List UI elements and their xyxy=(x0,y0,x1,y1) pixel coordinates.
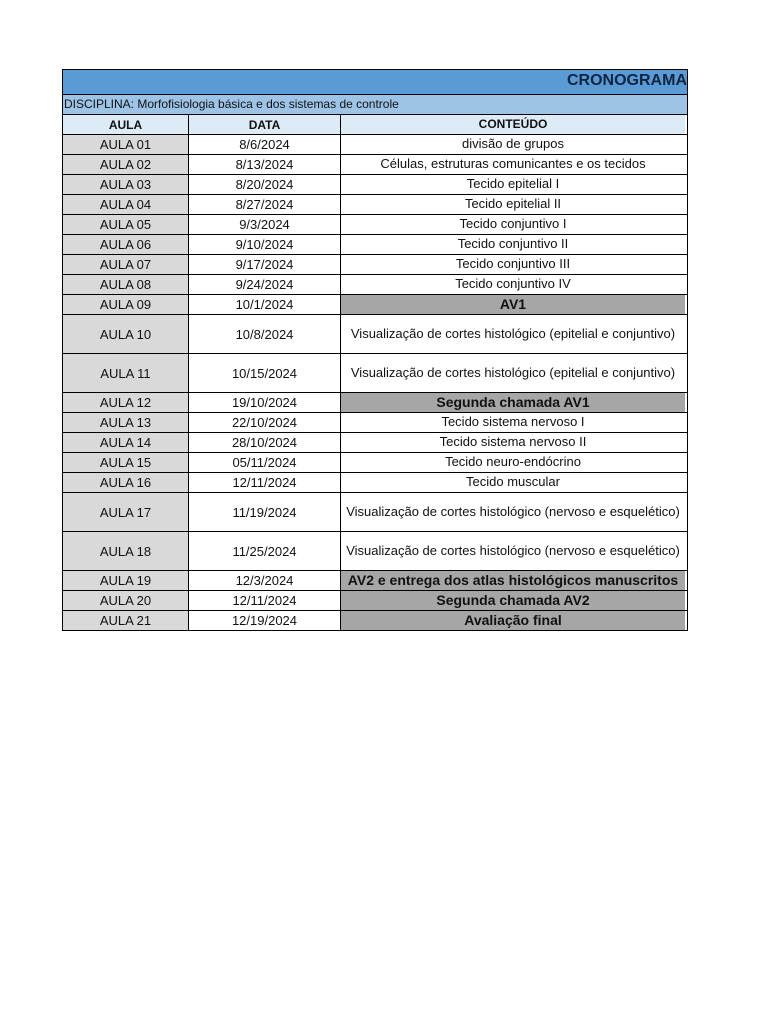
conteudo-cell: Tecido conjuntivo II xyxy=(341,235,685,254)
page-title: CRONOGRAMA xyxy=(567,72,687,89)
data-cell: 8/27/2024 xyxy=(189,195,341,214)
table-row xyxy=(63,215,687,235)
data-cell: 05/11/2024 xyxy=(189,453,341,472)
conteudo-cell: AV2 e entrega dos atlas histológicos manuscritos xyxy=(341,571,685,590)
data-cell: 10/8/2024 xyxy=(189,315,341,353)
table-row xyxy=(63,354,687,393)
conteudo-cell: Segunda chamada AV2 xyxy=(341,591,685,610)
aula-cell: AULA 10 xyxy=(63,315,189,353)
conteudo-cell: Tecido sistema nervoso II xyxy=(341,433,685,452)
data-cell: 9/24/2024 xyxy=(189,275,341,294)
aula-cell: AULA 03 xyxy=(63,175,189,194)
data-cell: 19/10/2024 xyxy=(189,393,341,412)
conteudo-cell: AV1 xyxy=(341,295,685,314)
table-row xyxy=(63,473,687,493)
table-row xyxy=(63,433,687,453)
data-cell: 22/10/2024 xyxy=(189,413,341,432)
conteudo-cell: Tecido conjuntivo I xyxy=(341,215,685,234)
table-row xyxy=(63,393,687,413)
conteudo-cell: Visualização de cortes histológico (epitelial e conjuntivo) xyxy=(341,354,685,392)
aula-cell: AULA 14 xyxy=(63,433,189,452)
aula-cell: AULA 20 xyxy=(63,591,189,610)
aula-cell: AULA 11 xyxy=(63,354,189,392)
data-cell: 8/20/2024 xyxy=(189,175,341,194)
header-data: DATA xyxy=(189,115,341,134)
conteudo-cell: divisão de grupos xyxy=(341,135,685,154)
header-conteudo: CONTEÚDO xyxy=(341,115,685,134)
data-cell: 10/15/2024 xyxy=(189,354,341,392)
table-row xyxy=(63,611,687,631)
conteudo-cell: Avaliação final xyxy=(341,611,685,630)
table-row xyxy=(63,315,687,354)
conteudo-cell: Visualização de cortes histológico (epitelial e conjuntivo) xyxy=(341,315,685,353)
data-cell: 12/19/2024 xyxy=(189,611,341,630)
aula-cell: AULA 06 xyxy=(63,235,189,254)
conteudo-cell: Tecido epitelial I xyxy=(341,175,685,194)
table-row xyxy=(63,155,687,175)
conteudo-cell: Tecido epitelial II xyxy=(341,195,685,214)
discipline-label: DISCIPLINA: Morfofisiologia básica e dos sistemas de controle xyxy=(63,95,687,115)
conteudo-cell: Tecido conjuntivo III xyxy=(341,255,685,274)
table-row xyxy=(63,532,687,571)
data-cell: 9/17/2024 xyxy=(189,255,341,274)
aula-cell: AULA 16 xyxy=(63,473,189,492)
data-cell: 11/19/2024 xyxy=(189,493,341,531)
data-cell: 28/10/2024 xyxy=(189,433,341,452)
data-cell: 8/13/2024 xyxy=(189,155,341,174)
conteudo-cell: Segunda chamada AV1 xyxy=(341,393,685,412)
table-row xyxy=(63,571,687,591)
table-row xyxy=(63,235,687,255)
conteudo-cell: Tecido sistema nervoso I xyxy=(341,413,685,432)
table-row xyxy=(63,135,687,155)
aula-cell: AULA 07 xyxy=(63,255,189,274)
table-row xyxy=(63,493,687,532)
table-row xyxy=(63,295,687,315)
conteudo-cell: Células, estruturas comunicantes e os tecidos xyxy=(341,155,685,174)
table-row xyxy=(63,255,687,275)
data-cell: 12/11/2024 xyxy=(189,473,341,492)
conteudo-cell: Tecido conjuntivo IV xyxy=(341,275,685,294)
conteudo-cell: Visualização de cortes histológico (nervoso e esquelético) xyxy=(341,532,685,570)
table-row xyxy=(63,591,687,611)
table-row xyxy=(63,413,687,433)
table-header xyxy=(63,115,687,135)
conteudo-cell: Tecido muscular xyxy=(341,473,685,492)
aula-cell: AULA 09 xyxy=(63,295,189,314)
aula-cell: AULA 12 xyxy=(63,393,189,412)
aula-cell: AULA 18 xyxy=(63,532,189,570)
data-cell: 9/3/2024 xyxy=(189,215,341,234)
aula-cell: AULA 01 xyxy=(63,135,189,154)
title-row xyxy=(63,70,687,95)
aula-cell: AULA 17 xyxy=(63,493,189,531)
data-cell: 12/11/2024 xyxy=(189,591,341,610)
aula-cell: AULA 21 xyxy=(63,611,189,630)
data-cell: 9/10/2024 xyxy=(189,235,341,254)
conteudo-cell: Tecido neuro-endócrino xyxy=(341,453,685,472)
table-row xyxy=(63,195,687,215)
table-row xyxy=(63,453,687,473)
aula-cell: AULA 08 xyxy=(63,275,189,294)
conteudo-cell: Visualização de cortes histológico (nervoso e esquelético) xyxy=(341,493,685,531)
aula-cell: AULA 04 xyxy=(63,195,189,214)
table-row xyxy=(63,275,687,295)
aula-cell: AULA 15 xyxy=(63,453,189,472)
aula-cell: AULA 05 xyxy=(63,215,189,234)
aula-cell: AULA 19 xyxy=(63,571,189,590)
aula-cell: AULA 02 xyxy=(63,155,189,174)
data-cell: 10/1/2024 xyxy=(189,295,341,314)
header-aula: AULA xyxy=(63,115,189,134)
data-cell: 8/6/2024 xyxy=(189,135,341,154)
data-cell: 11/25/2024 xyxy=(189,532,341,570)
table-row xyxy=(63,175,687,195)
aula-cell: AULA 13 xyxy=(63,413,189,432)
schedule-sheet xyxy=(62,69,688,631)
data-cell: 12/3/2024 xyxy=(189,571,341,590)
